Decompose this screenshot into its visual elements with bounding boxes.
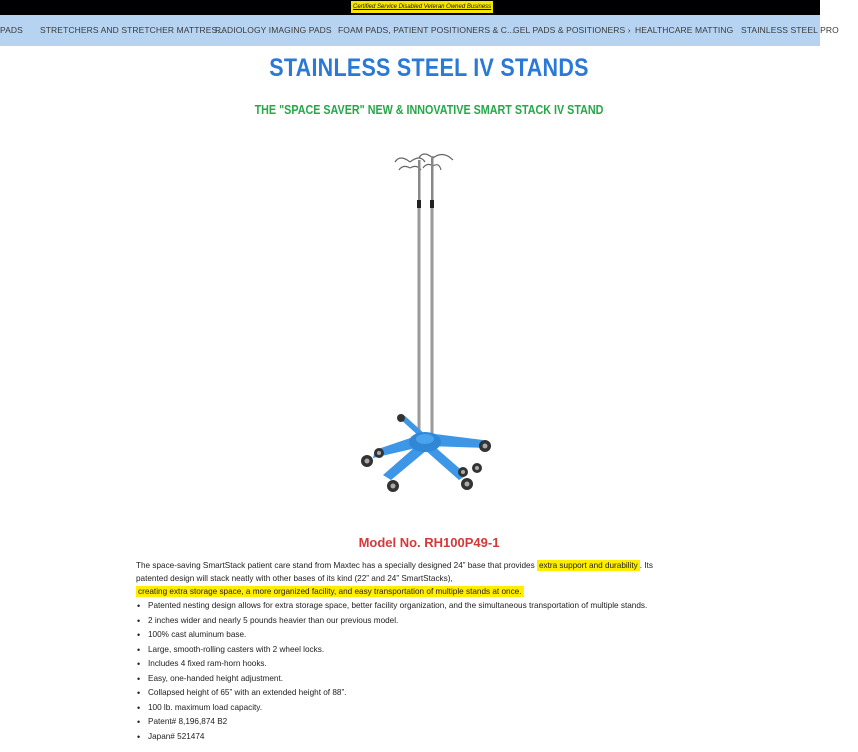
- chevron-right-icon: ›: [627, 25, 631, 35]
- list-item: • 100% cast aluminum base.: [136, 628, 776, 643]
- list-item: • Patent# 8,196,874 B2: [136, 715, 776, 730]
- nav-item-stainless-steel[interactable]: STAINLESS STEEL PRO: [741, 25, 839, 35]
- list-item: • Collapsed height of 65” with an extended height of 88”.: [136, 686, 776, 701]
- list-item: • Patented nesting design allows for extra storage space, better facility organization, and the simultaneous transportation of multiple stands.: [136, 599, 776, 614]
- description-line-1: [136, 559, 716, 572]
- description-line-3: [136, 585, 716, 598]
- nav-item-radiology-imaging-pads[interactable]: RADIOLOGY IMAGING PADS: [215, 25, 332, 35]
- feature-list: [136, 599, 776, 744]
- certified-veteran-badge[interactable]: Certified Service Disabled Veteran Owned Business: [351, 1, 493, 13]
- list-item: • Includes 4 fixed ram-horn hooks.: [136, 657, 776, 672]
- nav-item-stretchers[interactable]: STRETCHERS AND STRETCHER MATTRES...: [40, 25, 225, 35]
- description-text: The space-saving SmartStack patient care stand from Maxtec has a specially designed 24” base that provides: [136, 561, 535, 570]
- page-title: STAINLESS STEEL IV STANDS: [269, 54, 589, 82]
- description-line-2: patented design will stack neatly with other bases of its kind (22” and 24” SmartStacks),: [136, 574, 453, 583]
- nav-item-gel-pads-label: GEL PADS & POSITIONERS: [513, 25, 626, 35]
- list-item: • 2 inches wider and nearly 5 pounds heavier than our previous model.: [136, 614, 776, 629]
- list-item: • Large, smooth-rolling casters with 2 wheel locks.: [136, 643, 776, 658]
- product-description: [136, 559, 716, 598]
- highlight-support-durability: extra support and durability: [538, 561, 638, 570]
- iv-stand-image: [355, 150, 500, 500]
- top-banner: [0, 0, 820, 15]
- page-subtitle: THE "SPACE SAVER" NEW & INNOVATIVE SMART STACK IV STAND: [254, 103, 604, 117]
- nav-item-healthcare-matting[interactable]: HEALTHCARE MATTING: [635, 25, 734, 35]
- main-navigation: [0, 15, 839, 46]
- nav-item-gel-pads[interactable]: [513, 15, 631, 46]
- model-number: Model No. RH100P49-1: [358, 535, 500, 550]
- list-item: • 100 lb. maximum load capacity.: [136, 701, 776, 716]
- nav-item-pads[interactable]: PADS: [0, 25, 23, 35]
- list-item: • Easy, one-handed height adjustment.: [136, 672, 776, 687]
- highlight-storage-space: creating extra storage space, a more organized facility, and easy transportation of multiple stands at once.: [138, 587, 522, 596]
- list-item: • Japan# 521474: [136, 730, 776, 745]
- description-text: . Its: [639, 561, 653, 570]
- nav-item-foam-pads[interactable]: FOAM PADS, PATIENT POSITIONERS & C...: [338, 25, 515, 35]
